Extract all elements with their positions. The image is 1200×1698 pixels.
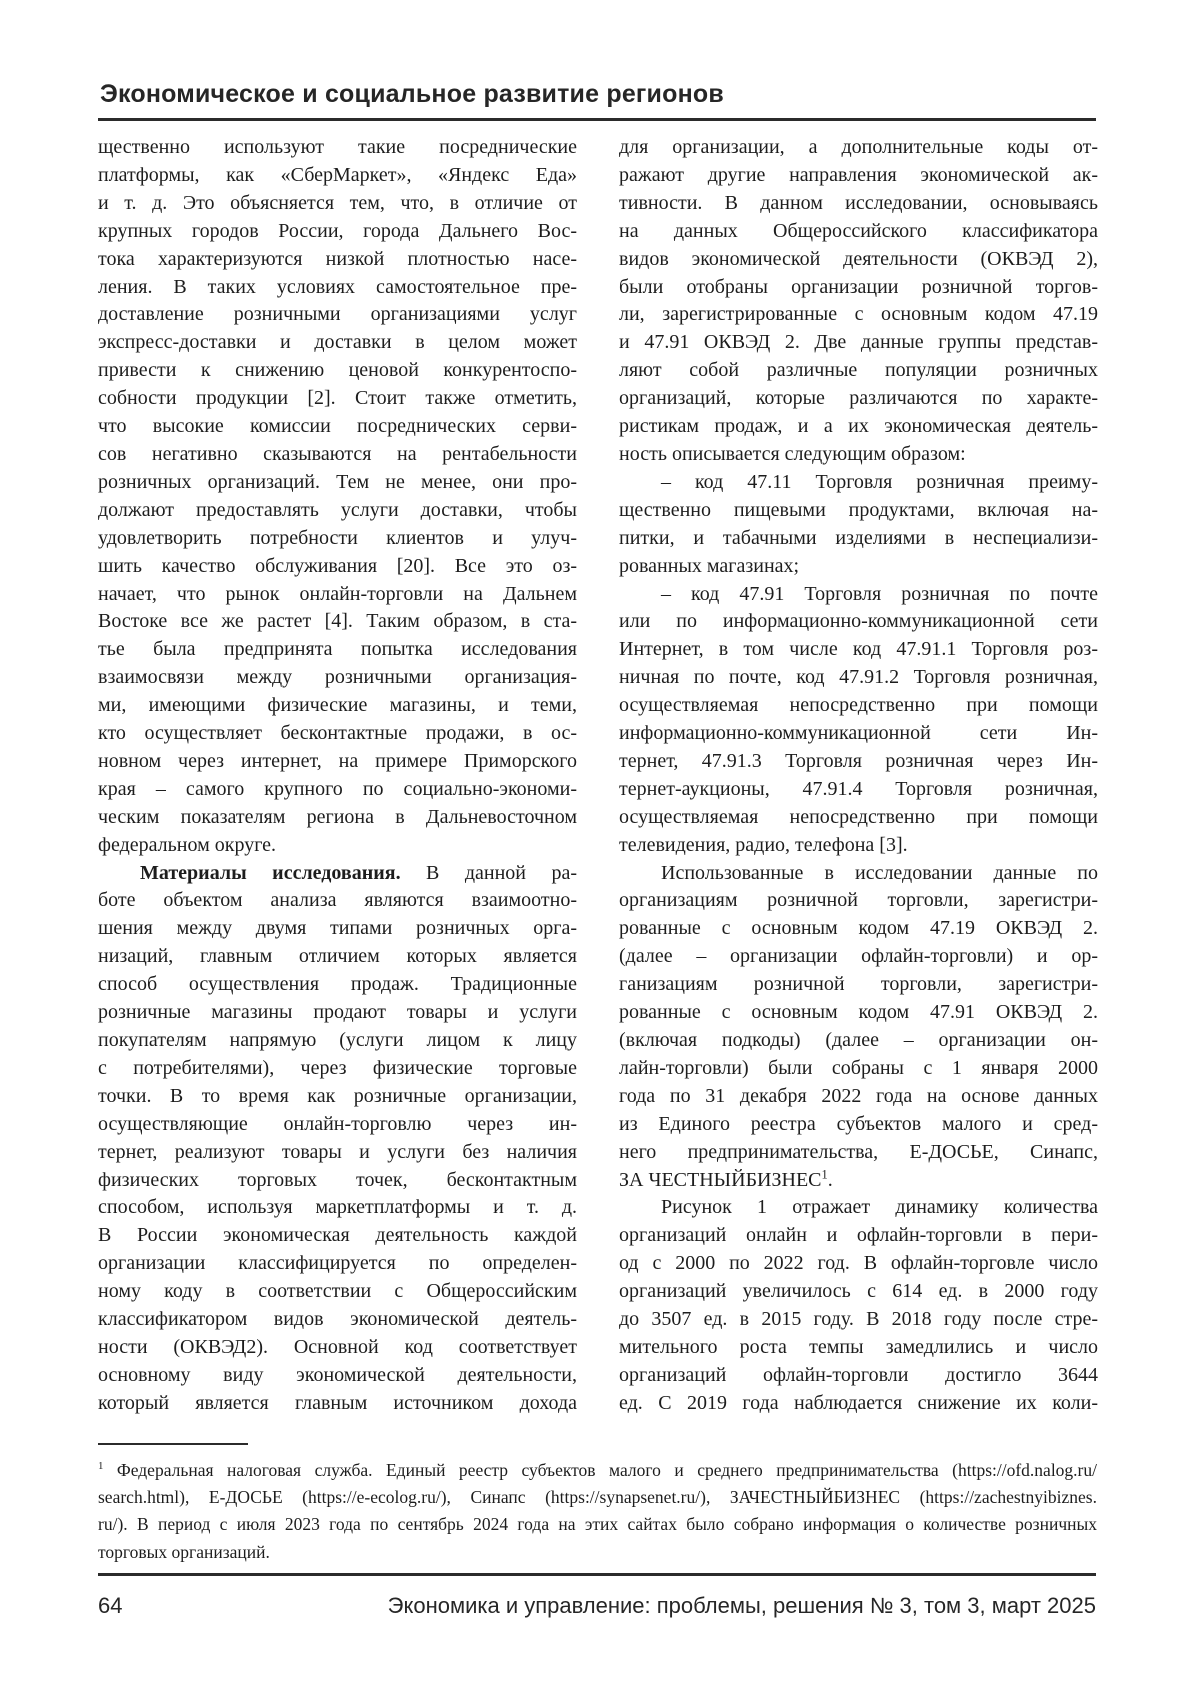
- text-line: рованных магазинах;: [619, 554, 800, 577]
- text-line: края – самого крупного по социально-экономи-: [98, 777, 577, 800]
- text-line: который является главным источником дохода: [98, 1391, 577, 1414]
- text-line: ЗА ЧЕСТНЫЙБИЗНЕС$^1$.: [619, 1166, 833, 1191]
- text-line: низаций, главным отличием которых является: [98, 945, 577, 968]
- text-column-left: [98, 134, 577, 1418]
- header-rule: [98, 118, 1096, 121]
- text-line: ru/). В период с июля 2023 года по сентябрь 2024 года на этих сайтах было собрано информация о количестве розничных: [98, 1514, 1097, 1535]
- text-line: Материалы исследования. В данной ра-: [140, 861, 577, 884]
- text-line: В России экономическая деятельность каждой: [98, 1224, 577, 1247]
- text-line: search.html), Е-ДОСЬЕ (https://e-ecolog.ru/), Синапс (https://synapsenet.ru/), ЗАЧЕСТНЫЙБИЗНЕС (https://zachestnyibiznes.: [98, 1487, 1097, 1508]
- paragraph: [98, 134, 577, 860]
- text-line: и т. д. Это объясняется тем, что, в отличие от: [98, 191, 577, 214]
- text-line: организации классифицируется по определен-: [98, 1252, 577, 1275]
- text-line: собности продукции [2]. Стоит также отметить,: [98, 387, 577, 410]
- text-line: тернет, реализуют товары и услуги без наличия: [98, 1140, 577, 1163]
- text-line: доставление розничными организациями услуг: [98, 303, 577, 326]
- text-line: щественно пищевыми продуктами, включая на-: [619, 498, 1098, 521]
- text-line: новном через интернет, на примере Приморского: [98, 749, 577, 772]
- text-line: платформы, как «СберМаркет», «Яндекс Еда»: [98, 163, 577, 186]
- text-line: щественно используют такие посреднические: [98, 136, 577, 158]
- text-line: крупных городов России, города Дальнего Вос-: [98, 219, 577, 242]
- text-line: ления. В таких условиях самостоятельное пре-: [98, 275, 577, 298]
- text-line: организаций офлайн-торговли достигло 3644: [619, 1363, 1098, 1386]
- text-line: осуществляемая непосредственно при помощи: [619, 805, 1098, 828]
- text-line: тернет, 47.91.3 Торговля розничная через Ин-: [619, 749, 1098, 772]
- text-line: классификатором видов экономической деятель-: [98, 1308, 577, 1331]
- text-line: года по 31 декабря 2022 года на основе данных: [619, 1084, 1098, 1107]
- text-line: рованные с основным кодом 47.91 ОКВЭД 2.: [619, 1001, 1098, 1024]
- text-line: видов экономической деятельности (ОКВЭД 2),: [619, 247, 1098, 270]
- text-line: взаимосвязи между розничными организация-: [98, 666, 577, 689]
- text-line: ному коду в соответствии с Общероссийским: [98, 1280, 577, 1303]
- text-line: начает, что рынок онлайн-торговли на Дальнем: [98, 582, 577, 605]
- text-line: Интернет, в том числе код 47.91.1 Торговля роз-: [619, 638, 1098, 661]
- text-line: ничная по почте, код 47.91.2 Торговля розничная,: [619, 666, 1098, 689]
- text-line: с потребителями), через физические торговые: [98, 1056, 577, 1079]
- text-line: были отобраны организации розничной торгов-: [619, 275, 1098, 298]
- text-line: сов негативно сказываются на рентабельности: [98, 442, 577, 465]
- text-line: для организации, а дополнительные коды от-: [619, 136, 1098, 158]
- text-line: Рисунок 1 отражает динамику количества: [661, 1196, 1098, 1219]
- text-line: од с 2000 по 2022 год. В офлайн-торговле число: [619, 1252, 1098, 1275]
- text-line: (далее – организации офлайн-торговли) и ор-: [619, 945, 1098, 968]
- text-line: способом, используя маркетплатформы и т. д.: [98, 1196, 577, 1219]
- page-number: 64: [98, 1593, 123, 1618]
- text-line: ческим показателям региона в Дальневосточном: [98, 805, 577, 828]
- text-column-right: [619, 134, 1098, 1418]
- text-line: ляют собой различные популяции розничных: [619, 359, 1098, 382]
- paragraph: [98, 1457, 1097, 1566]
- footer-rule: [98, 1573, 1096, 1576]
- text-line: ед. С 2019 года наблюдается снижение их коли-: [619, 1391, 1098, 1414]
- journal-title: Экономика и управление: проблемы, решения № 3, том 3, март 2025: [387, 1593, 1096, 1618]
- text-line: ность описывается следующим образом:: [619, 442, 966, 465]
- text-line: торговых организаций.: [98, 1541, 270, 1562]
- paragraph: [619, 469, 1098, 581]
- footnote: [98, 1457, 1097, 1566]
- text-line: из Единого реестра субъектов малого и сред-: [619, 1112, 1098, 1135]
- text-line: или по информационно-коммуникационной сети: [619, 610, 1098, 633]
- footnote-separator: [98, 1443, 248, 1445]
- text-line: ристикам продаж, и а их экономическая деятель-: [619, 415, 1098, 438]
- text-line: организациям розничной торговли, зарегистри-: [619, 889, 1098, 912]
- text-line: розничных организаций. Тем не менее, они про-: [98, 470, 577, 493]
- text-line: федеральном округе.: [98, 833, 277, 856]
- text-line: экспресс-доставки и доставки в целом может: [98, 331, 577, 354]
- text-line: информационно-коммуникационной сети Ин-: [619, 722, 1098, 745]
- text-line: Использованные в исследовании данные по: [661, 861, 1098, 884]
- text-line: – код 47.91 Торговля розничная по почте: [661, 582, 1098, 605]
- text-line: и 47.91 ОКВЭД 2. Две данные группы представ-: [619, 331, 1098, 354]
- text-line: тернет-аукционы, 47.91.4 Торговля розничная,: [619, 777, 1098, 800]
- text-line: ности (ОКВЭД2). Основной код соответствует: [98, 1335, 577, 1358]
- text-line: – код 47.11 Торговля розничная преиму-: [661, 470, 1098, 493]
- text-line: тока характеризуются низкой плотностью насе-: [98, 247, 577, 270]
- text-line: точки. В то время как розничные организации,: [98, 1084, 577, 1107]
- text-line: тивности. В данном исследовании, основываясь: [619, 191, 1098, 214]
- text-line: шения между двумя типами розничных орга-: [98, 917, 577, 940]
- text-line: удовлетворить потребности клиентов и улуч-: [98, 526, 577, 549]
- text-line: осуществляющие онлайн-торговлю через ин-: [98, 1112, 577, 1135]
- text-line: ражают другие направления экономической ак-: [619, 163, 1098, 186]
- text-line: на данных Общероссийского классификатора: [619, 219, 1098, 242]
- paragraph: [619, 581, 1098, 860]
- text-line: него предпринимательства, Е-ДОСЬЕ, Синапс,: [619, 1140, 1098, 1163]
- text-line: лайн-торговли) были собраны с 1 января 2000: [619, 1056, 1098, 1079]
- text-line: (включая подкоды) (далее – организации он-: [619, 1029, 1098, 1051]
- running-head: Экономическое и социальное развитие регионов: [100, 80, 724, 108]
- text-line: физических торговых точек, бесконтактным: [98, 1168, 577, 1191]
- text-line: ганизациям розничной торговли, зарегистри-: [619, 973, 1098, 996]
- text-line: организаций онлайн и офлайн-торговли в пери-: [619, 1224, 1098, 1247]
- paragraph: [619, 134, 1098, 469]
- paragraph: [619, 1194, 1098, 1417]
- text-line: способ осуществления продаж. Традиционные: [98, 973, 577, 996]
- text-line: Востоке все же растет [4]. Таким образом, в ста-: [98, 610, 577, 633]
- text-line: организаций увеличилось с 614 ед. в 2000 году: [619, 1280, 1098, 1303]
- text-line: шить качество обслуживания [20]. Все это оз-: [98, 554, 577, 577]
- text-line: ли, зарегистрированные с основным кодом 47.19: [619, 303, 1098, 326]
- text-line: основному виду экономической деятельности,: [98, 1363, 577, 1386]
- text-line: осуществляемая непосредственно при помощи: [619, 694, 1098, 717]
- text-line: питки, и табачными изделиями в неспециализи-: [619, 526, 1098, 549]
- text-line: должают предоставлять услуги доставки, чтобы: [98, 498, 577, 521]
- paragraph: [98, 860, 577, 1418]
- text-line: розничные магазины продают товары и услуги: [98, 1001, 577, 1024]
- text-line: рованные с основным кодом 47.19 ОКВЭД 2.: [619, 917, 1098, 940]
- text-line: покупателям напрямую (услуги лицом к лицу: [98, 1029, 577, 1051]
- paragraph: [619, 860, 1098, 1195]
- text-line: тье была предпринята попытка исследования: [98, 638, 577, 661]
- text-line: что высокие комиссии посреднических серви-: [98, 415, 577, 438]
- text-line: привести к снижению ценовой конкурентоспо-: [98, 359, 577, 382]
- text-line: до 3507 ед. в 2015 году. В 2018 году после стре-: [619, 1308, 1098, 1331]
- page-footer: [98, 1592, 1096, 1619]
- text-line: организаций, которые различаются по характе-: [619, 387, 1098, 410]
- text-line: телевидения, радио, телефона [3].: [619, 833, 908, 856]
- text-line: ми, имеющими физические магазины, и теми,: [98, 694, 577, 717]
- text-line: $^1$ Федеральная налоговая служба. Единый реестр субъектов малого и среднего предпринимательства (https://ofd.nalog.ru/: [98, 1460, 1097, 1480]
- text-line: кто осуществляет бесконтактные продажи, в ос-: [98, 722, 577, 745]
- text-line: мительного роста темпы замедлились и число: [619, 1335, 1098, 1358]
- text-line: боте объектом анализа являются взаимоотно-: [98, 889, 577, 912]
